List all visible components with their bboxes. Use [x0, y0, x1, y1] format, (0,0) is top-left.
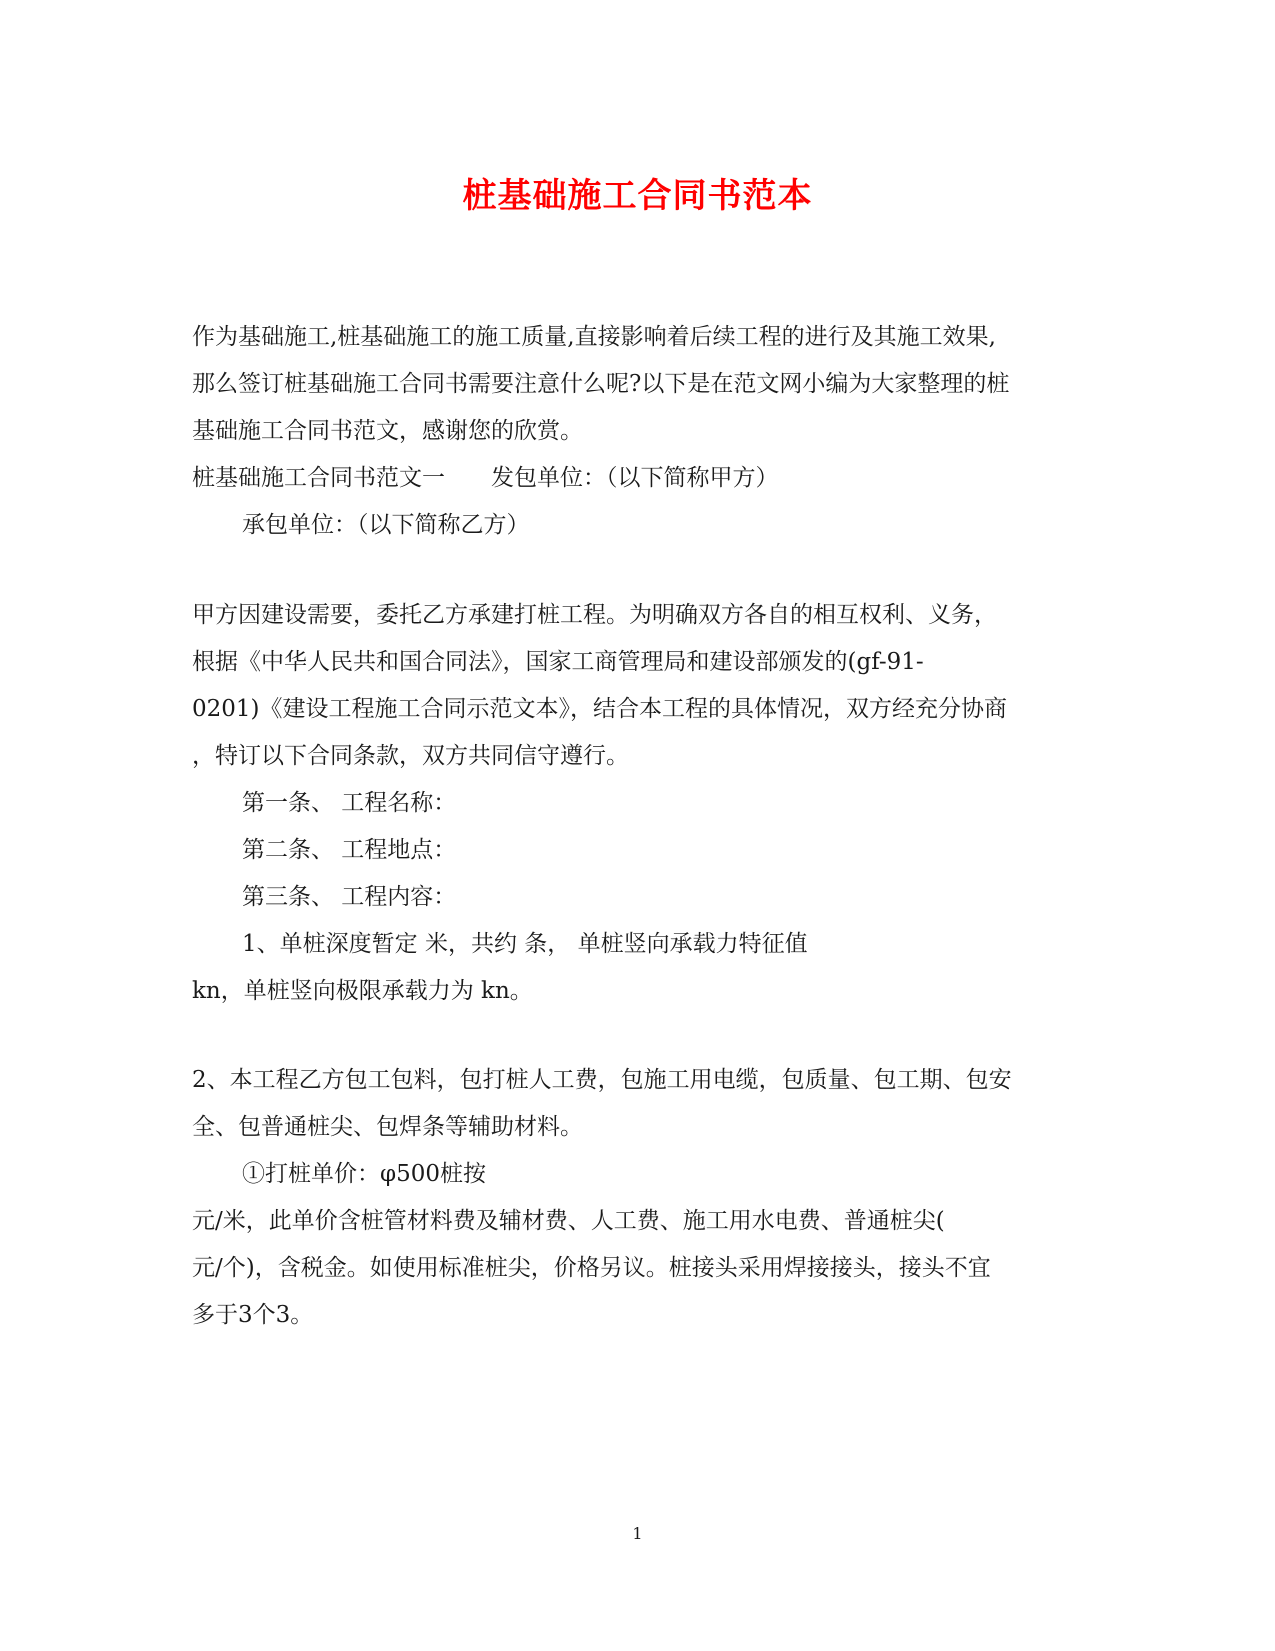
paragraph-line: ①打桩单价：φ500桩按: [242, 1161, 487, 1187]
paragraph-line: 全、包普通桩尖、包焊条等辅助材料。: [192, 1114, 583, 1140]
paragraph-line: 承包单位：（以下简称乙方）: [242, 512, 530, 538]
paragraph-line: 1、单桩深度暂定 米，共约 条， 单桩竖向承载力特征值: [242, 931, 808, 957]
paragraph-line: 那么签订桩基础施工合同书需要注意什么呢?以下是在范文网小编为大家整理的桩: [192, 371, 1010, 397]
paragraph-line: 元/米，此单价含桩管材料费及辅材费、人工费、施工用水电费、普通桩尖(: [192, 1208, 945, 1234]
page-number: 1: [632, 1524, 643, 1543]
paragraph-line: 2、本工程乙方包工包料，包打桩人工费，包施工用电缆，包质量、包工期、包安: [192, 1067, 1012, 1093]
article-line: 第三条、 工程内容：: [242, 884, 457, 910]
paragraph-line: 作为基础施工,桩基础施工的施工质量,直接影响着后续工程的进行及其施工效果,: [192, 324, 996, 350]
paragraph-line: 元/个)，含税金。如使用标准桩尖，价格另议。桩接头采用焊接接头，接头不宜: [192, 1255, 991, 1281]
paragraph-line: 根据《中华人民共和国合同法》，国家工商管理局和建设部颁发的(gf-91-: [192, 649, 924, 675]
paragraph-line: 基础施工合同书范文，感谢您的欣赏。: [192, 418, 583, 444]
paragraph-line: 甲方因建设需要，委托乙方承建打桩工程。为明确双方各自的相互权利、义务，: [192, 602, 997, 628]
paragraph-line: ，特订以下合同条款，双方共同信守遵行。: [192, 743, 629, 769]
paragraph-line: 多于3个3。: [192, 1302, 314, 1328]
document-title: 桩基础施工合同书范本: [462, 176, 813, 216]
paragraph-line: 桩基础施工合同书范文一 发包单位：（以下简称甲方）: [192, 465, 779, 491]
paragraph-line: 0201)《建设工程施工合同示范文本》，结合本工程的具体情况，双方经充分协商: [192, 696, 1008, 722]
article-line: 第二条、 工程地点：: [242, 837, 457, 863]
article-line: 第一条、 工程名称：: [242, 790, 457, 816]
paragraph-line: kn，单桩竖向极限承载力为 kn。: [192, 978, 533, 1004]
